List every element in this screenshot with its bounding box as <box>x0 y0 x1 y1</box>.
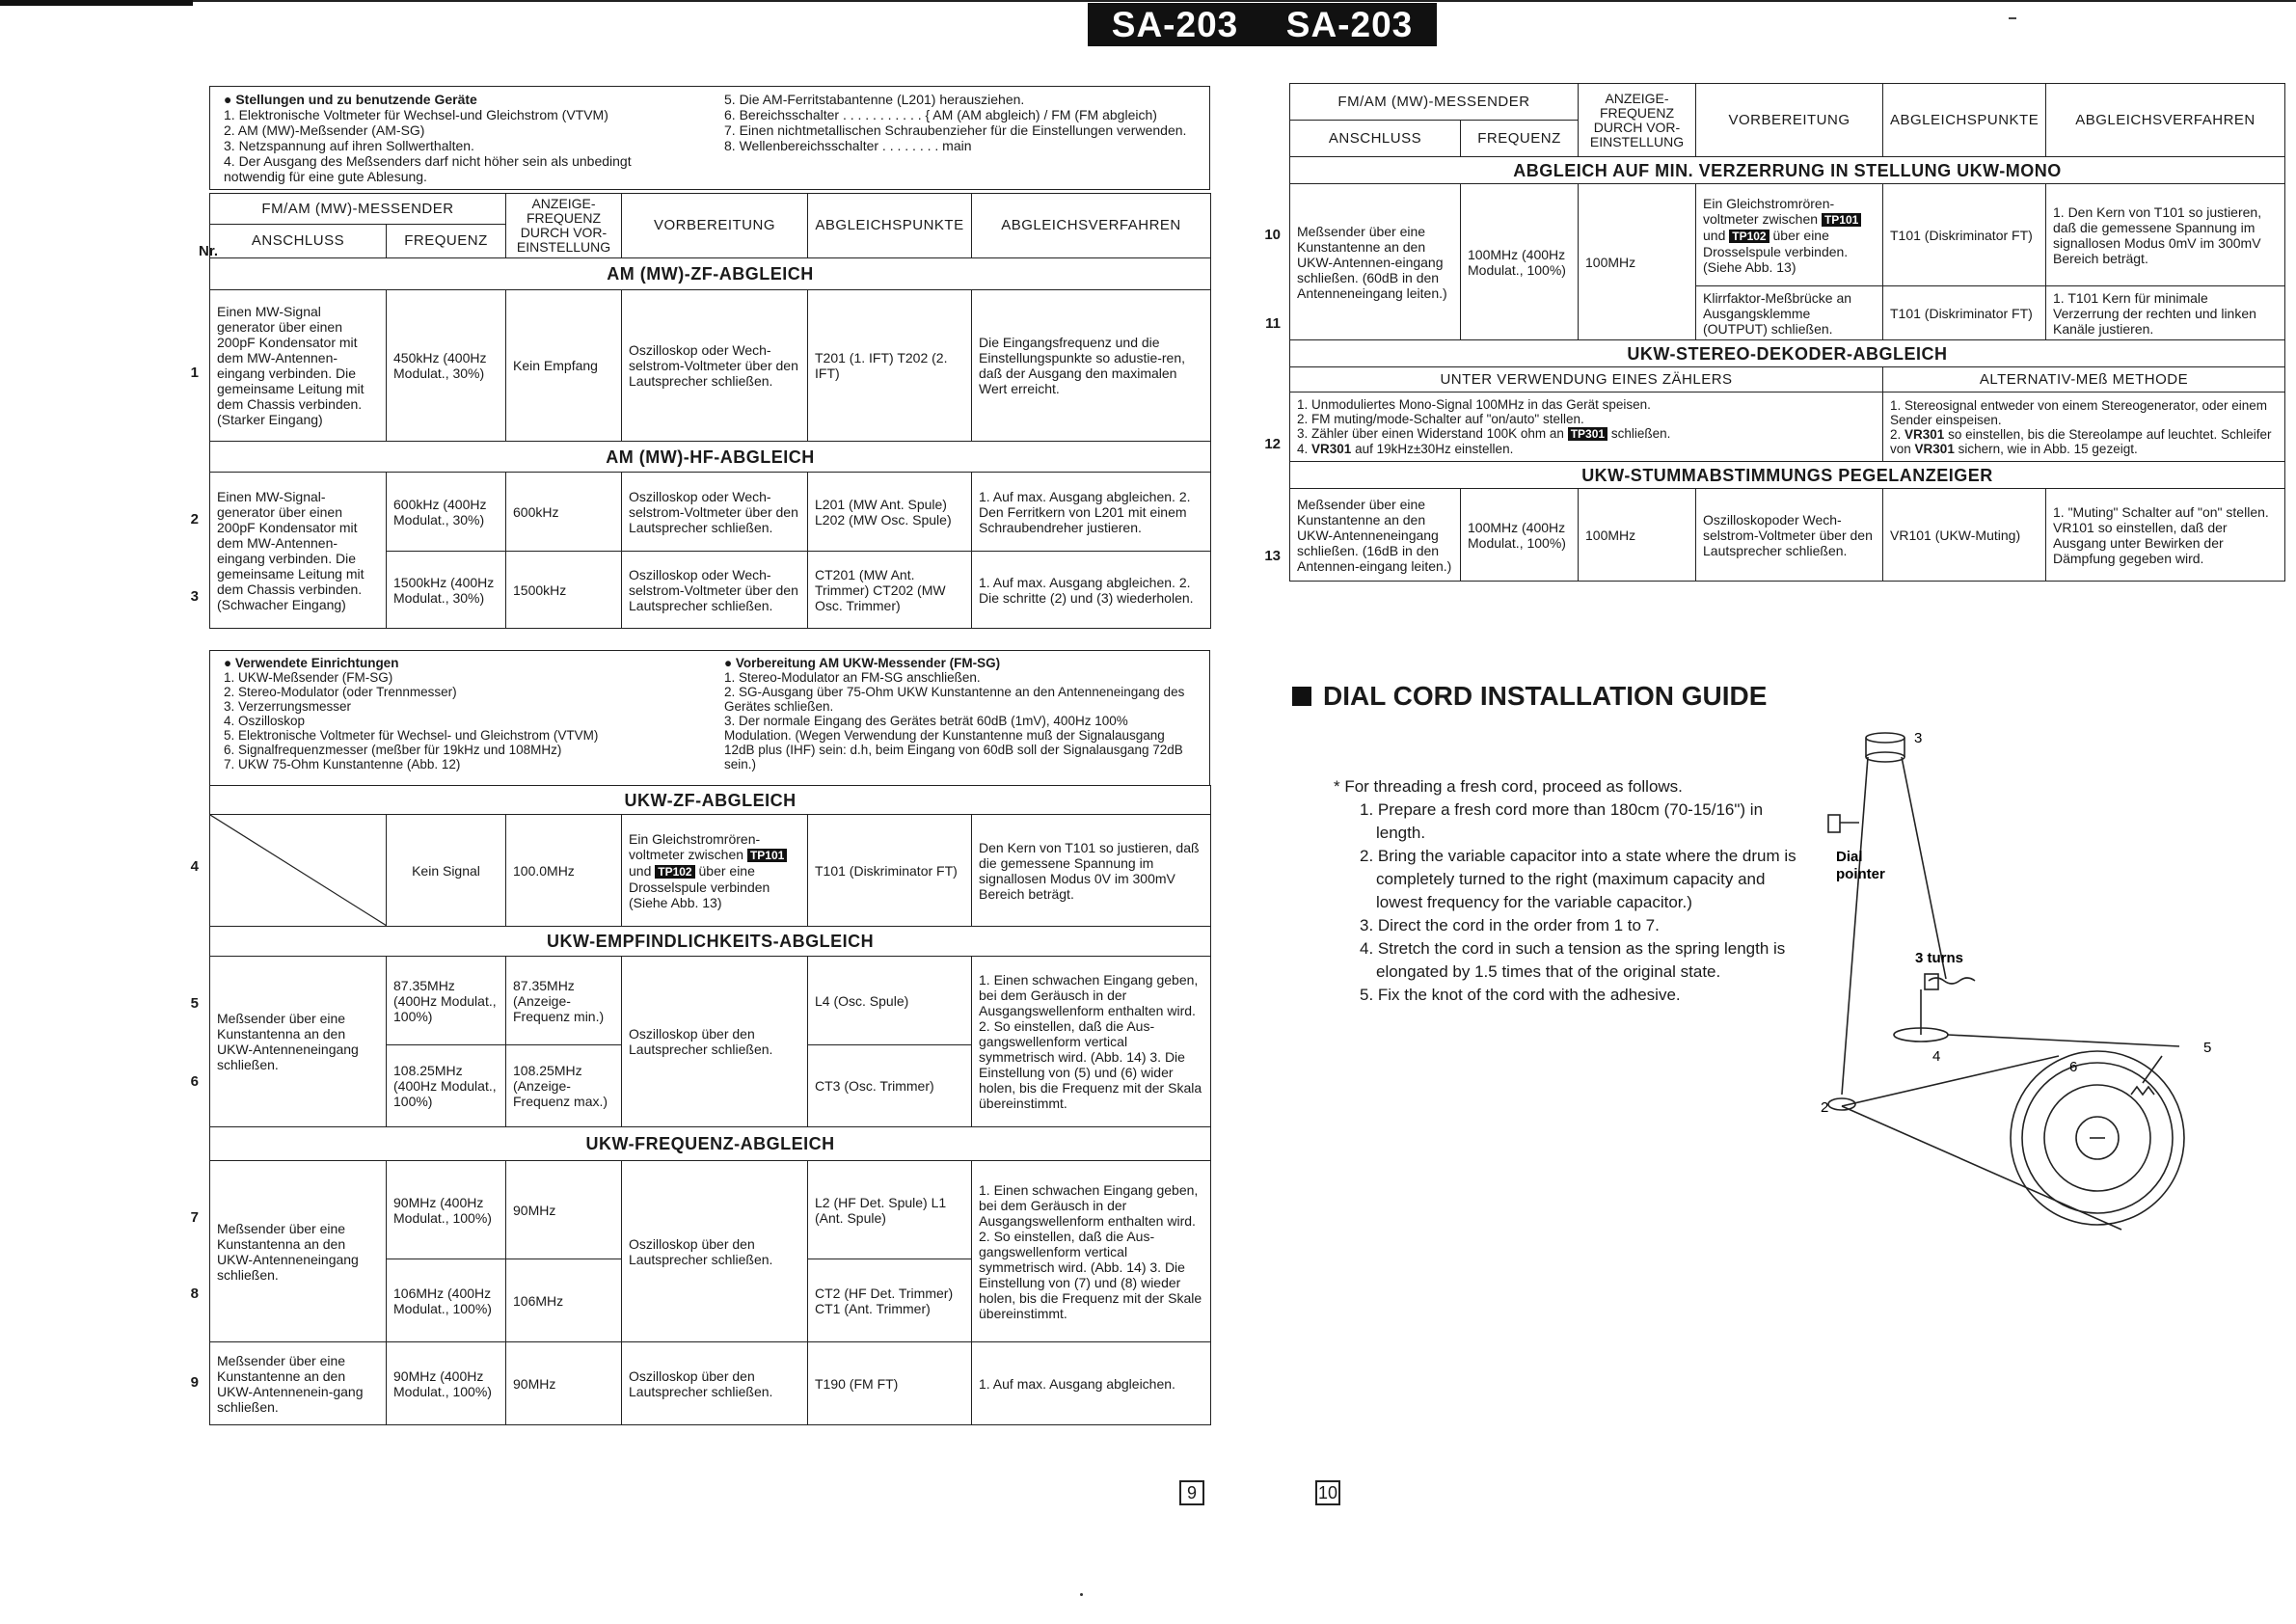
section-ukw-stereo: UKW-STEREO-DEKODER-ABGLEICH <box>1290 340 2285 367</box>
row-number: 3 <box>190 588 199 605</box>
equipment-item: 1. UKW-Meßsender (FM-SG) <box>224 670 393 685</box>
table-row <box>210 1161 1211 1259</box>
stereo-counter-method-head: UNTER VERWENDUNG EINES ZÄHLERS <box>1290 367 1883 392</box>
vorbereitung-text: Ein Gleichstromrören-voltmeter zwischen <box>629 830 761 862</box>
dial-cord-guide-title <box>1292 681 1767 712</box>
cell-anzeige: 87.35MHz (Anzeige-Frequenz min.) <box>506 957 622 1045</box>
table-row <box>210 957 1211 1045</box>
cell-verfahren: 1. Auf max. Ausgang abgleichen. 2. Die schritte (2) und (3) wiederholen. <box>972 552 1211 629</box>
cell-punkte: T201 (1. IFT) T202 (2. IFT) <box>808 290 972 442</box>
cell-verfahren: Die Eingangsfrequenz und die Einstellungspunkte so adustie-ren, daß der Ausgang den maximalen Wert erreicht. <box>972 290 1211 442</box>
cell-verfahren: 1. "Muting" Schalter auf "on" stellen. VR101 so einstellen, daß der Ausgang unter Bewirken der Dämpfung gegeben wird. <box>2046 489 2285 582</box>
col-abgleichspunkte: ABGLEICHSPUNKTE <box>808 194 972 258</box>
settings-info-box <box>209 86 1210 190</box>
cell-alternative-method <box>1883 392 2285 462</box>
cell-anzeige: Kein Empfang <box>506 290 622 442</box>
diagram-label-4: 4 <box>1932 1048 1941 1065</box>
diagram-label-5: 5 <box>2203 1040 2212 1056</box>
top-rule <box>193 0 2296 2</box>
diagram-label-turns: 3 turns <box>1915 950 1964 966</box>
info-item: 7. Einen nichtmetallischen Schraubenzieher für die Einstellungen verwenden. <box>724 122 1187 138</box>
row-number: 10 <box>1264 227 1281 243</box>
cell-vorbereitung: Oszilloskop über den Lautsprecher schließen. <box>622 1161 808 1342</box>
title-square-icon <box>1292 687 1311 706</box>
cell-frequenz: 90MHz (400Hz Modulat., 100%) <box>387 1342 506 1425</box>
col-group-messender: FM/AM (MW)-MESSENDER <box>210 194 506 225</box>
row-number: 9 <box>190 1374 199 1391</box>
cell-punkte: T101 (Diskriminator FT) <box>808 815 972 927</box>
info-item: 6. Bereichsschalter . . . . . . . . . . . { AM (AM abgleich) / FM (FM abgleich) <box>724 107 1157 122</box>
row-number: 4 <box>190 858 199 875</box>
row-number: 12 <box>1264 436 1281 452</box>
row-number: 5 <box>190 995 199 1012</box>
table-row <box>1290 184 2285 286</box>
col-vorbereitung: VORBEREITUNG <box>622 194 808 258</box>
equipment-item: 3. Verzerrungsmesser <box>224 699 352 714</box>
step-text: 2. FM muting/mode-Schalter auf "on/auto" stellen. <box>1297 412 1584 426</box>
cell-punkte: CT2 (HF Det. Trimmer) CT1 (Ant. Trimmer) <box>808 1259 972 1342</box>
empty-diagonal-cell <box>210 815 387 927</box>
preparation-item: 2. SG-Ausgang über 75-Ohm UKW Kunstantenne an den Antenneneingang des Gerätes schließen. <box>724 685 1185 714</box>
table-row <box>210 1342 1211 1425</box>
tp102-tag: TP102 <box>1729 230 1769 243</box>
fm-alignment-table <box>209 785 1211 1425</box>
col-frequenz: FREQUENZ <box>387 225 506 258</box>
table-row <box>1290 392 2285 462</box>
col-anschluss: ANSCHLUSS <box>210 225 387 258</box>
cell-punkte: T190 (FM FT) <box>808 1342 972 1425</box>
col-anzeige: ANZEIGE-FREQUENZ DURCH VOR-EINSTELLUNG <box>1579 84 1696 157</box>
equipment-heading: ● Verwendete Einrichtungen <box>224 656 399 670</box>
top-corner-bar <box>0 0 193 6</box>
cell-frequenz: 108.25MHz (400Hz Modulat., 100%) <box>387 1045 506 1127</box>
row-number: 1 <box>190 365 199 381</box>
cell-anzeige: 600kHz <box>506 473 622 552</box>
vr301-label: VR301 <box>1904 426 1945 442</box>
cell-punkte: T101 (Diskriminator FT) <box>1883 184 2046 286</box>
cell-anzeige: 100MHz <box>1579 489 1696 582</box>
cell-vorbereitung: Oszilloskop über den Lautsprecher schließen. <box>622 1342 808 1425</box>
step-text <box>1297 442 1876 456</box>
vr301-label: VR301 <box>1311 442 1352 456</box>
stereo-alternative-method-head: ALTERNATIV-MEß METHODE <box>1883 367 2285 392</box>
step-text: 1. Unmoduliertes Mono-Signal 100MHz in das Gerät speisen. <box>1297 397 1651 412</box>
section-ukw-mono: ABGLEICH AUF MIN. VERZERRUNG IN STELLUNG UKW-MONO <box>1290 157 2285 184</box>
cell-anschluss: Meßsender über eine Kunstantenna an den UKW-Antenneneingang schließen. <box>210 1161 387 1342</box>
preparation-heading: ● Vorbereitung AM UKW-Messender (FM-SG) <box>724 656 1001 670</box>
step-text-part: auf 19kHz±30Hz einstellen. <box>1355 442 1514 456</box>
cell-anzeige: 1500kHz <box>506 552 622 629</box>
row-number: 6 <box>190 1073 199 1090</box>
cell-punkte: L4 (Osc. Spule) <box>808 957 972 1045</box>
step-text-part: sichern, wie in Abb. 15 gezeigt. <box>1958 441 2138 456</box>
vorbereitung-text: über eine Drosselspule verbinden. (Siehe Abb. 13) <box>1703 227 1849 275</box>
model-title-left: SA-203 <box>1111 4 1239 44</box>
section-am-zf: AM (MW)-ZF-ABGLEICH <box>210 258 1211 290</box>
diagram-label-6: 6 <box>2069 1059 2078 1075</box>
cell-verfahren: 1. T101 Kern für minimale Verzerrung der rechten und linken Kanäle justieren. <box>2046 286 2285 340</box>
cell-anzeige: 106MHz <box>506 1259 622 1342</box>
cell-frequenz: 600kHz (400Hz Modulat., 30%) <box>387 473 506 552</box>
info-heading: ● Stellungen und zu benutzende Geräte <box>224 92 477 107</box>
page-dot <box>1080 1593 1083 1596</box>
step-text-part: schließen. <box>1610 426 1671 441</box>
cell-punkte: T101 (Diskriminator FT) <box>1883 286 2046 340</box>
table-row <box>210 290 1211 442</box>
cell-punkte: CT3 (Osc. Trimmer) <box>808 1045 972 1127</box>
table-row <box>1290 489 2285 582</box>
row-number: 2 <box>190 511 199 528</box>
tp102-tag: TP102 <box>655 865 694 879</box>
cell-frequenz: 450kHz (400Hz Modulat., 30%) <box>387 290 506 442</box>
cell-anschluss: Meßsender über eine Kunstantenne an den UKW-Antenneneingang schließen. (16dB in den Antennen-eingang leiten.) <box>1290 489 1461 582</box>
cell-punkte: VR101 (UKW-Muting) <box>1883 489 2046 582</box>
section-ukw-stumm: UKW-STUMMABSTIMMUNGS PEGELANZEIGER <box>1290 462 2285 489</box>
cell-anzeige: 100.0MHz <box>506 815 622 927</box>
col-abgleichsverfahren: ABGLEICHSVERFAHREN <box>972 194 1211 258</box>
info-item: 1. Elektronische Voltmeter für Wechsel-und Gleichstrom (VTVM) <box>224 107 608 122</box>
cell-vorbereitung <box>622 815 808 927</box>
guide-step: 1. Prepare a fresh cord more than 180cm (70-15/16") in length. <box>1360 800 1764 842</box>
section-ukw-empfindlichkeit: UKW-EMPFINDLICHKEITS-ABGLEICH <box>210 927 1211 957</box>
col-anschluss: ANSCHLUSS <box>1290 121 1461 157</box>
step-text-part: so einstellen, bis die Stereolampe auf leuchtet. Schleifer von <box>1890 426 2272 456</box>
cell-vorbereitung: Oszilloskop oder Wech-selstrom-Voltmeter über den Lautsprecher schließen. <box>622 473 808 552</box>
equipment-item: 4. Oszilloskop <box>224 714 306 728</box>
cell-verfahren: 1. Auf max. Ausgang abgleichen. <box>972 1342 1211 1425</box>
col-group-messender: FM/AM (MW)-MESSENDER <box>1290 84 1579 121</box>
dial-cord-diagram <box>1803 728 2228 1268</box>
vr301-label: VR301 <box>1914 441 1955 456</box>
cell-frequenz: 1500kHz (400Hz Modulat., 30%) <box>387 552 506 629</box>
tp101-tag: TP101 <box>747 849 787 862</box>
guide-intro: * For threading a fresh cord, proceed as follows. <box>1334 777 1683 796</box>
section-ukw-frequenz: UKW-FREQUENZ-ABGLEICH <box>210 1127 1211 1161</box>
cell-punkte: L2 (HF Det. Spule) L1 (Ant. Spule) <box>808 1161 972 1259</box>
cell-vorbereitung: Klirrfaktor-Meßbrücke an Ausgangsklemme (OUTPUT) schließen. <box>1696 286 1883 340</box>
cell-frequenz: Kein Signal <box>387 815 506 927</box>
tp301-tag: TP301 <box>1568 427 1607 441</box>
tp101-tag: TP101 <box>1822 213 1861 227</box>
cell-vorbereitung: Oszilloskop über den Lautsprecher schließen. <box>622 957 808 1127</box>
cell-anzeige: 90MHz <box>506 1342 622 1425</box>
equipment-item: 6. Signalfrequenzmesser (meßber für 19kHz und 108MHz) <box>224 743 562 757</box>
col-abgleichspunkte: ABGLEICHSPUNKTE <box>1883 84 2046 157</box>
table-row <box>210 473 1211 552</box>
row-number: 13 <box>1264 548 1281 564</box>
section-am-hf: AM (MW)-HF-ABGLEICH <box>210 442 1211 473</box>
equipment-item: 2. Stereo-Modulator (oder Trennmesser) <box>224 685 457 699</box>
fm-equipment-box <box>209 650 1210 786</box>
equipment-item: 7. UKW 75-Ohm Kunstantenne (Abb. 12) <box>224 757 461 771</box>
cell-anzeige: 100MHz <box>1579 184 1696 340</box>
row-number: 11 <box>1265 315 1281 332</box>
diagram-label-pointer: pointer <box>1836 866 1885 882</box>
cell-verfahren: 1. Einen schwachen Eingang geben, bei dem Geräusch in der Ausgangswellenform enthalten wird. 2. So einstellen, daß die Aus-gangswellenform vertical symmetrisch wird. (Abb. 14) 3. Die Einstellung von (5) und (6) wider holen, bis die Frequenz mit der Skala übereinstimmt. <box>972 957 1211 1127</box>
guide-step: 3. Direct the cord in the order from 1 to 7. <box>1360 916 1660 934</box>
cell-anschluss: Meßsender über eine Kunstantenne an den UKW-Antennen-eingang schließen. (60dB in den Antenneneingang leiten.) <box>1290 184 1461 340</box>
info-item: 3. Netzspannung auf ihren Sollwerthalten. <box>224 138 474 153</box>
diagram-label-dial: Dial <box>1836 849 1863 865</box>
cell-anzeige: 90MHz <box>506 1161 622 1259</box>
cell-frequenz: 90MHz (400Hz Modulat., 100%) <box>387 1161 506 1259</box>
vorbereitung-text: Ein Gleichstromrören-voltmeter zwischen <box>1703 195 1835 227</box>
cell-verfahren: 1. Auf max. Ausgang abgleichen. 2. Den Ferritkern von L201 mit einem Schraubendreher justieren. <box>972 473 1211 552</box>
cell-anzeige: 108.25MHz (Anzeige-Frequenz max.) <box>506 1045 622 1127</box>
cell-verfahren: 1. Einen schwachen Eingang geben, bei dem Geräusch in der Ausgangswellenform enthalten wird. 2. So einstellen, daß die Aus-gangswellenform vertical symmetrisch wird. (Abb. 14) 3. Die Einstellung von (7) und (8) wieder holen, bis die Frequenz mit der Skale übereinstimmt. <box>972 1161 1211 1342</box>
preparation-item: 3. Der normale Eingang des Gerätes beträt 60dB (1mV), 400Hz 100% Modulation. (Wegen Verwendung der Kunstantenne muß der Signalausgang 12dB plus (IHF) sein: d.h, beim Eingang von 60dB soll der Signalausgang 72dB sein.) <box>724 714 1183 771</box>
col-anzeige: ANZEIGE-FREQUENZ DURCH VOR-EINSTELLUNG <box>506 194 622 258</box>
cell-verfahren: 1. Den Kern von T101 so justieren, daß die gemessene Spannung im signallosen Modus 0mV im 300mV Bereich beträgt. <box>2046 184 2285 286</box>
cell-anschluss: Meßsender über eine Kunstantenna an den UKW-Antenneneingang schließen. <box>210 957 387 1127</box>
am-alignment-table <box>209 193 1211 629</box>
col-vorbereitung: VORBEREITUNG <box>1696 84 1883 157</box>
vorbereitung-text: über eine Drosselspule verbinden (Siehe Abb. 13) <box>629 862 770 910</box>
row-number: 7 <box>190 1209 199 1226</box>
cell-verfahren: Den Kern von T101 so justieren, daß die gemessene Spannung im signallosen Modus 0V im 300mV Bereich beträgt. <box>972 815 1211 927</box>
cell-punkte: L201 (MW Ant. Spule) L202 (MW Osc. Spule) <box>808 473 972 552</box>
step-text <box>1890 427 2278 456</box>
cell-frequenz: 100MHz (400Hz Modulat., 100%) <box>1461 489 1579 582</box>
equipment-item: 5. Elektronische Voltmeter für Wechsel- und Gleichstrom (VTVM) <box>224 728 599 743</box>
cell-punkte: CT201 (MW Ant. Trimmer) CT202 (MW Osc. Trimmer) <box>808 552 972 629</box>
diagram-label-2: 2 <box>1821 1099 1829 1116</box>
step-text-part: 3. Zähler über einen Widerstand 100K ohm an <box>1297 426 1564 441</box>
diagram-label-3: 3 <box>1914 730 1923 746</box>
guide-step: 2. Bring the variable capacitor into a state where the drum is completely turned to the right (maximum capacity and lowest frequency for the variable capacitor.) <box>1360 847 1796 911</box>
section-ukw-zf: UKW-ZF-ABGLEICH <box>210 786 1211 815</box>
page-number-10: 10 <box>1315 1480 1340 1505</box>
model-title-right: SA-203 <box>1285 4 1414 44</box>
cell-frequenz: 106MHz (400Hz Modulat., 100%) <box>387 1259 506 1342</box>
und-text: und <box>629 862 652 879</box>
dial-cord-instructions <box>1334 775 1816 1007</box>
nr-label: Nr. <box>198 243 218 259</box>
top-mark <box>2009 17 2016 19</box>
step-text-part: 4. <box>1297 442 1309 456</box>
info-item: 2. AM (MW)-Meßsender (AM-SG) <box>224 122 425 138</box>
step-text: 1. Stereosignal entweder von einem Stereogenerator, oder einem Sender einspeisen. <box>1890 397 2267 427</box>
cell-vorbereitung: Oszilloskop oder Wech-selstrom-Voltmeter über den Lautsprecher schließen. <box>622 552 808 629</box>
table-row <box>210 815 1211 927</box>
cell-anschluss: Einen MW-Signal generator über einen 200pF Kondensator mit dem MW-Antennen-eingang verbinden. Die gemeinsame Leitung mit dem Chassis verbinden. (Starker Eingang) <box>210 290 387 442</box>
col-abgleichsverfahren: ABGLEICHSVERFAHREN <box>2046 84 2285 157</box>
cell-vorbereitung: Oszilloskop oder Wech-selstrom-Voltmeter über den Lautsprecher schließen. <box>622 290 808 442</box>
step-text-part: 2. <box>1890 426 1902 442</box>
info-item: 4. Der Ausgang des Meßsenders darf nicht höher sein als unbedingt notwendig für eine gute Ablesung. <box>224 153 632 184</box>
fm-mono-stereo-table <box>1289 83 2285 582</box>
step-text <box>1297 426 1876 442</box>
und-text: und <box>1703 227 1726 243</box>
cell-counter-method <box>1290 392 1883 462</box>
cell-vorbereitung <box>1696 184 1883 286</box>
guide-step: 5. Fix the knot of the cord with the adhesive. <box>1360 986 1681 1004</box>
page-number-9: 9 <box>1179 1480 1204 1505</box>
info-item: 8. Wellenbereichsschalter . . . . . . . . main <box>724 138 972 153</box>
col-frequenz: FREQUENZ <box>1461 121 1579 157</box>
row-number: 8 <box>190 1286 199 1302</box>
cell-anschluss: Einen MW-Signal-generator über einen 200pF Kondensator mit dem MW-Antennen-eingang verbinden. Die gemeinsame Leitung mit dem Chassis verbinden. (Schwacher Eingang) <box>210 473 387 629</box>
preparation-item: 1. Stereo-Modulator an FM-SG anschließen. <box>724 670 981 685</box>
cell-frequenz: 87.35MHz (400Hz Modulat., 100%) <box>387 957 506 1045</box>
guide-step: 4. Stretch the cord in such a tension as the spring length is elongated by 1.5 times that of the original state. <box>1360 939 1786 981</box>
cell-vorbereitung: Oszilloskopoder Wech-selstrom-Voltmeter über den Lautsprecher schließen. <box>1696 489 1883 582</box>
model-title-banner <box>1088 3 1437 46</box>
guide-title-text: DIAL CORD INSTALLATION GUIDE <box>1323 681 1768 711</box>
info-item: 5. Die AM-Ferritstabantenne (L201) herausziehen. <box>724 92 1025 107</box>
cell-anschluss: Meßsender über eine Kunstantenne an den UKW-Antennenein-gang schließen. <box>210 1342 387 1425</box>
cell-frequenz: 100MHz (400Hz Modulat., 100%) <box>1461 184 1579 340</box>
